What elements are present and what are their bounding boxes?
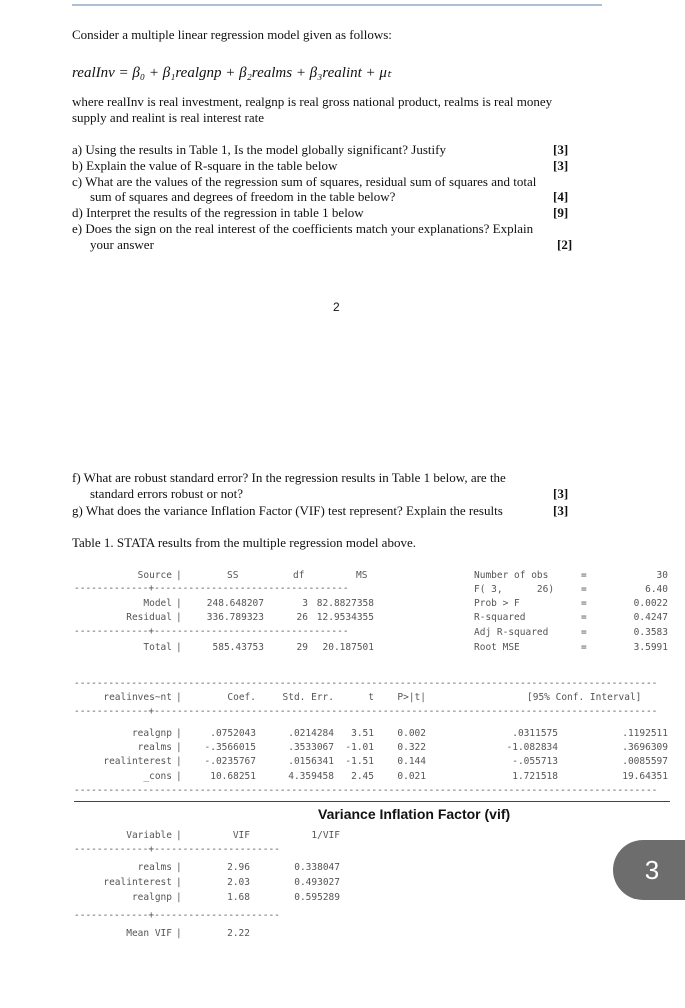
- table-caption: Table 1. STATA results from the multiple regression model above.: [72, 535, 416, 550]
- question-b: b) Explain the value of R-square in the table below: [72, 158, 338, 173]
- coef-row-p: 0.144: [397, 756, 426, 767]
- question-d: d) Interpret the results of the regression in table 1 below: [72, 205, 364, 220]
- coef-row-se: 4.359458: [288, 771, 334, 782]
- vif-title: Variance Inflation Factor (vif): [318, 806, 511, 822]
- stat-value-probf: 0.0022: [633, 598, 668, 609]
- anova-row-total-df: 29: [296, 642, 308, 653]
- question-g-mark: [3]: [553, 503, 569, 518]
- anova-row-residual-df: 26: [296, 612, 308, 623]
- stat-eq: =: [581, 570, 587, 581]
- anova-row-model-source: Model: [143, 598, 172, 609]
- vif-mean-value: 2.22: [227, 928, 250, 939]
- question-a-mark: [3]: [553, 142, 569, 157]
- vif-row-vif: 2.03: [227, 877, 250, 888]
- coef-row-p: 0.322: [397, 742, 426, 753]
- stat-value-rmse: 3.5991: [633, 642, 668, 653]
- question-c-line2: sum of squares and degrees of freedom in the table below?: [90, 189, 396, 204]
- coef-row-var: realinterest: [103, 756, 172, 767]
- stat-eq: =: [581, 584, 587, 595]
- coef-header-coef: Coef.: [227, 692, 256, 703]
- anova-sep: |: [176, 570, 182, 581]
- stat-value-f: 6.40: [645, 584, 668, 595]
- vif-mean-label: Mean VIF: [126, 928, 172, 939]
- vif-sep: |: [176, 830, 182, 841]
- anova-header-source: Source: [137, 570, 172, 581]
- coef-row-ci-lo: -.055713: [512, 756, 558, 767]
- question-c-mark: [4]: [553, 189, 569, 204]
- anova-row-residual-ms: 12.9534355: [316, 612, 374, 623]
- coef-row-ci-lo: -1.082834: [506, 742, 558, 753]
- question-f-mark: [3]: [553, 486, 569, 501]
- page-badge[interactable]: 3: [613, 840, 685, 900]
- stat-label-probf: Prob > F: [474, 598, 520, 609]
- vif-header-vif: VIF: [232, 830, 250, 841]
- stat-eq: =: [581, 612, 587, 623]
- stat-value-nobs: 30: [656, 570, 668, 581]
- coef-row-se: .0214284: [288, 728, 334, 739]
- stat-label-nobs: Number of obs: [474, 570, 549, 581]
- vif-top-rule: [74, 801, 670, 802]
- stat-eq: =: [581, 627, 587, 638]
- coef-row-coef: -.3566015: [204, 742, 256, 753]
- stat-label-f: F( 3, 26): [474, 584, 555, 595]
- anova-header-df: df: [293, 570, 305, 581]
- stat-label-rmse: Root MSE: [474, 642, 520, 653]
- question-e: e) Does the sign on the real interest of the coefficients match your explanations? Explain: [72, 221, 534, 236]
- vif-row-vif: 1.68: [227, 892, 250, 903]
- vif-row-var: realinterest: [103, 877, 172, 888]
- coef-row-ci-hi: .1192511: [622, 728, 668, 739]
- where-text-1: where realInv is real investment, realgnp is real gross national product, realms is real money: [72, 94, 553, 109]
- vif-sep: |: [176, 928, 182, 939]
- coef-row-se: .3533067: [288, 742, 334, 753]
- anova-row-residual-source: Residual: [126, 612, 172, 623]
- vif-row-inv: 0.595289: [294, 892, 340, 903]
- coef-row-t: -1.51: [345, 756, 374, 767]
- vif-sep: |: [176, 877, 182, 888]
- coef-row-ci-hi: .0085597: [622, 756, 668, 767]
- anova-row-model-ms: 82.8827358: [316, 598, 374, 609]
- coef-row-ci-lo: .0311575: [512, 728, 558, 739]
- question-b-mark: [3]: [553, 158, 569, 173]
- vif-divider: -------------+----------------------: [74, 844, 280, 855]
- anova-row-residual-ss: 336.789323: [206, 612, 264, 623]
- question-d-mark: [9]: [553, 205, 569, 220]
- anova-sep: |: [176, 598, 182, 609]
- anova-divider: -------------+----------------------------------: [74, 626, 349, 637]
- anova-row-total-ss: 585.43753: [212, 642, 264, 653]
- stat-eq: =: [581, 598, 587, 609]
- anova-row-total-source: Total: [143, 642, 172, 653]
- question-a: a) Using the results in Table 1, Is the model globally significant? Justify: [72, 142, 446, 157]
- vif-divider: -------------+----------------------: [74, 910, 280, 921]
- question-f-line2: standard errors robust or not?: [90, 486, 244, 501]
- vif-header-variable: Variable: [126, 830, 172, 841]
- vif-row-inv: 0.338047: [294, 862, 340, 873]
- vif-sep: |: [176, 862, 182, 873]
- page-number: 2: [333, 300, 340, 314]
- coef-header-t: t: [368, 692, 374, 703]
- coef-row-ci-hi: 19.64351: [622, 771, 668, 782]
- stat-label-adjr2: Adj R-squared: [474, 627, 549, 638]
- coef-row-ci-lo: 1.721518: [512, 771, 558, 782]
- anova-row-total-ms: 20.187501: [322, 642, 374, 653]
- question-e-line2: your answer: [90, 237, 154, 252]
- anova-sep: |: [176, 612, 182, 623]
- vif-row-var: realgnp: [131, 892, 172, 903]
- anova-row-model-ss: 248.648207: [206, 598, 264, 609]
- coef-row-se: .0156341: [288, 756, 334, 767]
- stat-eq: =: [581, 642, 587, 653]
- coef-row-p: 0.002: [397, 728, 426, 739]
- anova-header-ss: SS: [227, 570, 239, 581]
- regression-equation: realInv = β₀ + β₁realgnp + β₂realms + β₃realint + μₜ: [72, 65, 392, 81]
- coef-row-ci-hi: .3696309: [622, 742, 668, 753]
- anova-sep: |: [176, 642, 182, 653]
- coef-sep: |: [176, 771, 182, 782]
- stat-value-adjr2: 0.3583: [633, 627, 668, 638]
- coef-row-p: 0.021: [397, 771, 426, 782]
- question-f: f) What are robust standard error? In the regression results in Table 1 below, are the: [72, 470, 506, 485]
- coef-row-coef: -.0235767: [204, 756, 256, 767]
- coef-sep: |: [176, 692, 182, 703]
- vif-row-var: realms: [137, 862, 172, 873]
- coef-row-t: 2.45: [351, 771, 374, 782]
- coef-top-rule: ------------------------------------------------------------------------------------------------------: [74, 678, 658, 689]
- stat-label-r2: R-squared: [474, 612, 526, 623]
- coef-sep: |: [176, 728, 182, 739]
- anova-divider: -------------+----------------------------------: [74, 583, 349, 594]
- question-e-mark: [2]: [557, 237, 573, 252]
- coef-row-coef: 10.68251: [210, 771, 256, 782]
- question-c: c) What are the values of the regression sum of squares, residual sum of squares and total: [72, 174, 537, 189]
- where-text-2: supply and realint is real interest rate: [72, 110, 265, 125]
- coef-row-coef: .0752043: [210, 728, 256, 739]
- coef-divider: -------------+----------------------------------------------------------------------------------------: [74, 706, 658, 717]
- coef-row-var: _cons: [143, 771, 172, 782]
- vif-row-inv: 0.493027: [294, 877, 340, 888]
- coef-header-var: realinves~nt: [103, 692, 172, 703]
- coef-row-var: realms: [137, 742, 172, 753]
- coef-sep: |: [176, 742, 182, 753]
- coef-sep: |: [176, 756, 182, 767]
- anova-header-ms: MS: [356, 570, 368, 581]
- coef-header-ci: [95% Conf. Interval]: [527, 692, 642, 703]
- vif-sep: |: [176, 892, 182, 903]
- coef-row-t: -1.01: [345, 742, 374, 753]
- anova-row-model-df: 3: [302, 598, 308, 609]
- coef-bottom-rule: ------------------------------------------------------------------------------------------------------: [74, 785, 658, 796]
- vif-row-vif: 2.96: [227, 862, 250, 873]
- coef-row-var: realgnp: [131, 728, 172, 739]
- stat-value-r2: 0.4247: [633, 612, 668, 623]
- coef-header-se: Std. Err.: [282, 692, 334, 703]
- coef-row-t: 3.51: [351, 728, 374, 739]
- top-rule: [72, 4, 602, 6]
- question-g: g) What does the variance Inflation Factor (VIF) test represent? Explain the results: [72, 503, 503, 518]
- vif-header-inv: 1/VIF: [311, 830, 340, 841]
- coef-header-p: P>|t|: [397, 692, 426, 703]
- intro-text: Consider a multiple linear regression model given as follows:: [72, 27, 392, 42]
